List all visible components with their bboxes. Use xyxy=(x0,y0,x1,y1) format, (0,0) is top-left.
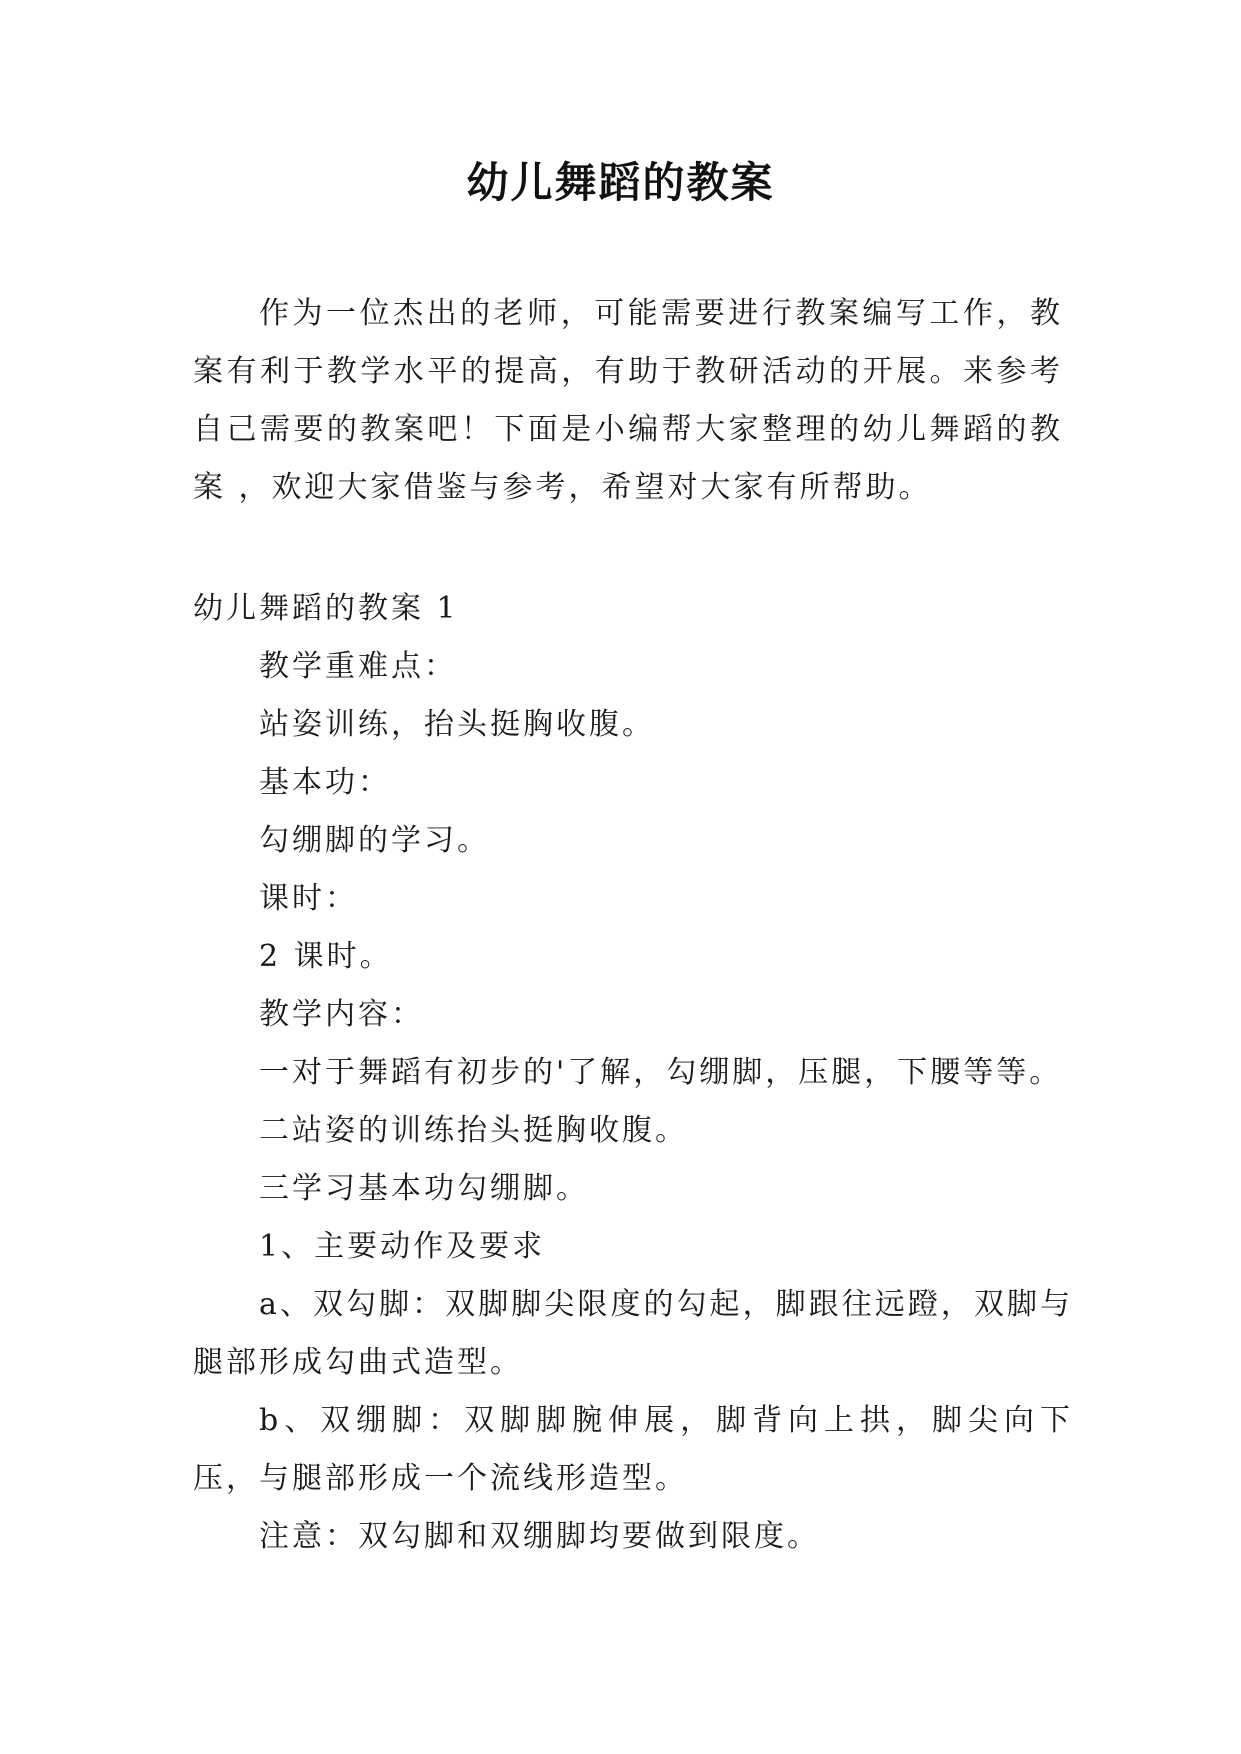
body-line: 2 课时。 xyxy=(259,939,393,974)
paragraph-double-flex: a、双勾脚：双脚脚尖限度的勾起，脚跟往远蹬，双脚与腿部形成勾曲式造型。 xyxy=(193,1287,1073,1380)
document-title: 幼儿舞蹈的教案 xyxy=(466,158,775,207)
body-line: 三学习基本功勾绷脚。 xyxy=(259,1171,589,1206)
body-line: 基本功： xyxy=(259,765,391,800)
body-line: 教学内容： xyxy=(259,997,424,1032)
section-heading: 幼儿舞蹈的教案 1 xyxy=(193,591,459,626)
paragraph-double-point: b、双绷脚：双脚脚腕伸展，脚背向上拱，脚尖向下压，与腿部形成一个流线形造型。 xyxy=(193,1403,1073,1496)
lesson-plan-body xyxy=(193,580,1073,1566)
body-line: 1、主要动作及要求 xyxy=(259,1229,546,1264)
body-line: 课时： xyxy=(259,881,358,916)
body-line: 站姿训练，抬头挺胸收腹。 xyxy=(259,707,655,742)
intro-paragraph: 作为一位杰出的老师，可能需要进行教案编写工作，教案有利于教学水平的提高，有助于教研活动的开展。来参考自己需要的教案吧！下面是小编帮大家整理的幼儿舞蹈的教案 ，欢迎大家借鉴与参考，希望对大家有所帮助。 xyxy=(193,296,1063,505)
note-line: 注意：双勾脚和双绷脚均要做到限度。 xyxy=(259,1519,820,1554)
body-line: 一对于舞蹈有初步的'了解，勾绷脚，压腿，下腰等等。 xyxy=(259,1055,1063,1090)
body-line: 二站姿的训练抬头挺胸收腹。 xyxy=(259,1113,688,1148)
body-line: 教学重难点： xyxy=(259,649,457,684)
body-line: 勾绷脚的学习。 xyxy=(259,823,490,858)
